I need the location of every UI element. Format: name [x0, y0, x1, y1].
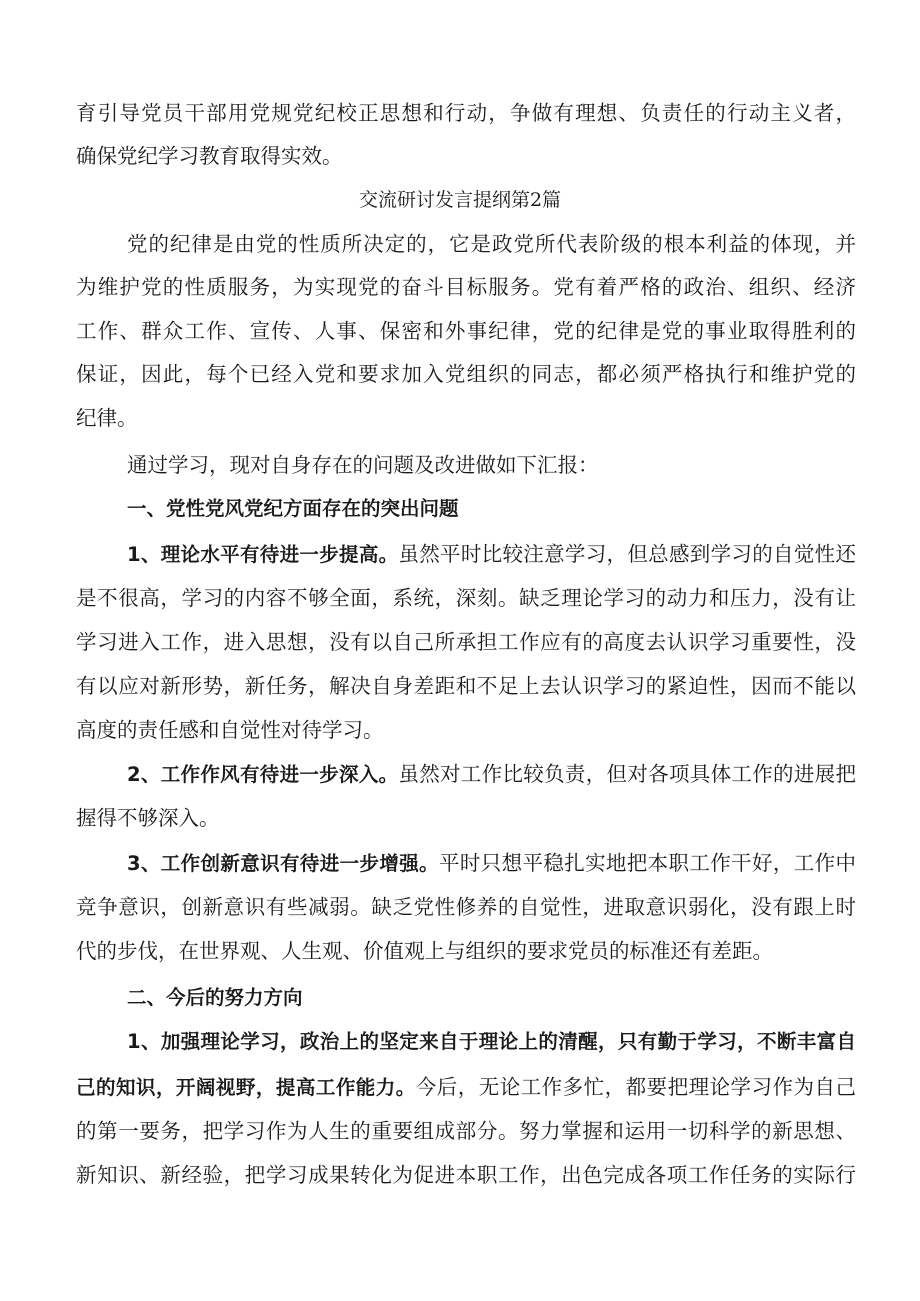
s1-item3-text: 平时只想平稳扎实地把本职工作干好，工作中 [438, 851, 856, 875]
s1-item1-line-3: 学习进入工作，进入思想，没有以自己所承担工作应有的高度去认识学习重要性，没 [76, 630, 856, 654]
s2-item1-text: 今后，无论工作多忙，都要把理论学习作为自己 [415, 1075, 856, 1099]
s1-item1-line-2: 是不很高，学习的内容不够全面，系统，深刻。缺乏理论学习的动力和压力，没有让 [76, 586, 856, 610]
para1-line-5: 纪律。 [76, 406, 138, 430]
para1-line-1: 党的纪律是由党的性质所决定的，它是政党所代表阶级的根本利益的体现，并 [127, 232, 856, 256]
s1-item2-line-2: 握得不够深入。 [76, 806, 220, 830]
s2-item1-line-2 [76, 1075, 856, 1100]
s2-item1-bold: 己的知识，开阔视野，提高工作能力。 [76, 1076, 416, 1099]
s1-item3-line-2: 竞争意识，创新意识有些减弱。缺乏党性修养的自觉性，进取意识弱化，没有跟上时 [76, 895, 856, 919]
s1-item1-text: 虽然平时比较注意学习，但总感到学习的自觉性还 [398, 542, 856, 566]
s2-item1-line-4: 新知识、新经验，把学习成果转化为促进本职工作，出色完成各项工作任务的实际行 [76, 1163, 856, 1187]
s2-item1-line-3: 的第一要务，把学习作为人生的重要组成部分。努力掌握和运用一切科学的新思想、 [76, 1119, 856, 1143]
s1-item2-text: 虽然对工作比较负责，但对各项具体工作的进展把 [398, 762, 856, 786]
section1-heading: 一、党性党风党纪方面存在的突出问题 [127, 497, 459, 520]
s1-item3-line-1 [127, 851, 856, 876]
s1-item1-line-5: 高度的责任感和自觉性对待学习。 [76, 718, 384, 742]
s1-item1-bold: 1、理论水平有待进一步提高。 [127, 543, 399, 566]
s1-item3-line-3: 代的步伐，在世界观、人生观、价值观上与组织的要求党员的标准还有差距。 [76, 939, 773, 963]
s1-item1-line-1 [127, 542, 856, 567]
intro-line-1: 育引导党员干部用党规党纪校正思想和行动，争做有理想、负责任的行动主义者， [76, 101, 856, 125]
para1-line-4: 保证，因此，每个已经入党和要求加入党组织的同志，都必须严格执行和维护党的 [76, 362, 856, 386]
section-title: 交流研讨发言提纲第2篇 [358, 189, 562, 211]
s1-item2-line-1 [127, 762, 856, 787]
s1-item1-line-4: 有以应对新形势，新任务，解决自身差距和不足上去认识学习的紧迫性，因而不能以 [76, 674, 856, 698]
para2-line: 通过学习，现对自身存在的问题及改进做如下汇报： [127, 453, 599, 477]
s1-item2-bold: 2、工作作风有待进一步深入。 [127, 763, 399, 786]
s2-item1-line-1: 1、加强理论学习，政治上的坚定来自于理论上的清醒，只有勤于学习，不断丰富自 [127, 1030, 856, 1053]
para1-line-3: 工作、群众工作、宣传、人事、保密和外事纪律，党的纪律是党的事业取得胜利的 [76, 319, 856, 343]
section2-heading: 二、今后的努力方向 [127, 986, 303, 1009]
intro-line-2: 确保党纪学习教育取得实效。 [76, 144, 343, 168]
s1-item3-bold: 3、工作创新意识有待进一步增强。 [127, 852, 439, 875]
para1-line-2: 为维护党的性质服务，为实现党的奋斗目标服务。党有着严格的政治、组织、经济 [76, 275, 856, 299]
